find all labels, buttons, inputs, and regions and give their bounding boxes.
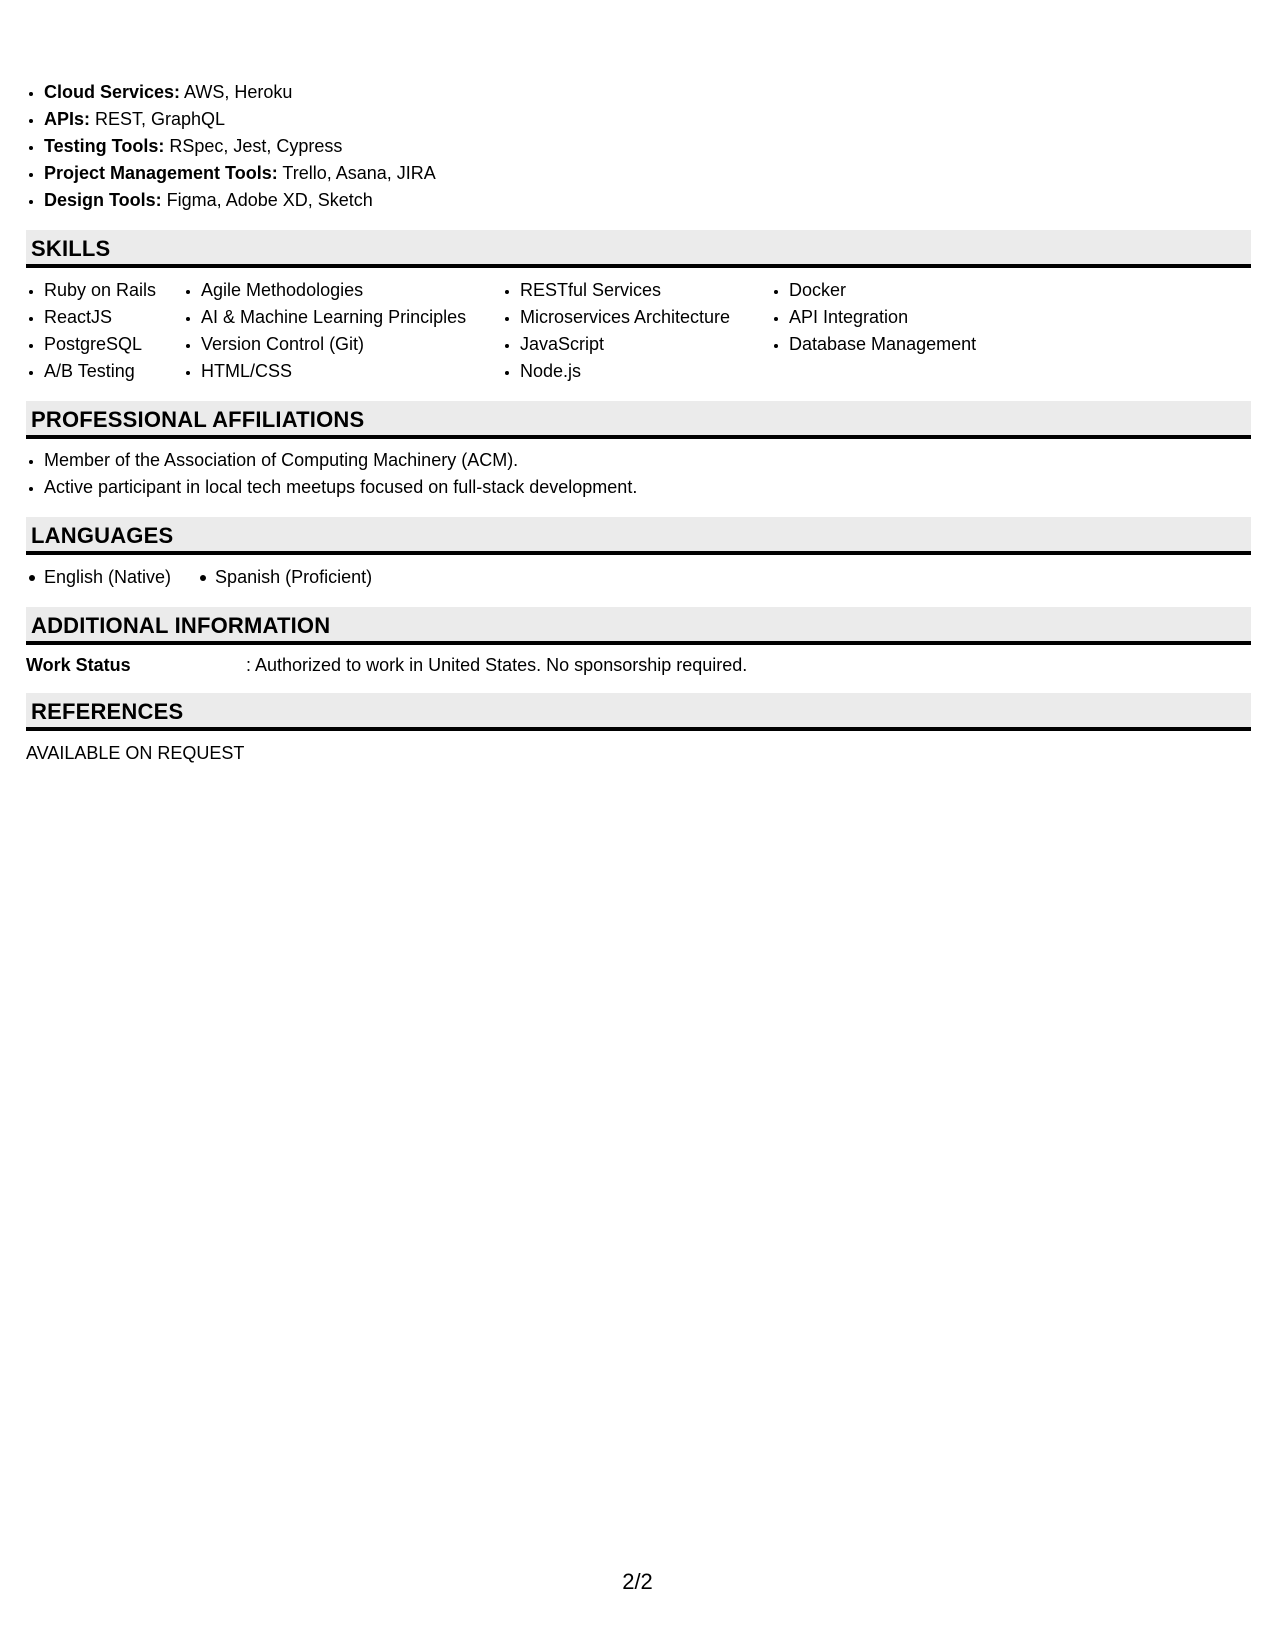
skills-column-2 <box>183 277 466 385</box>
work-status-value: : Authorized to work in United States. No sponsorship required. <box>246 655 748 675</box>
skill-item: • Microservices Architecture <box>520 304 730 331</box>
skill-item: • API Integration <box>789 304 976 331</box>
tool-category-label: Cloud Services: <box>44 82 181 102</box>
section-title: PROFESSIONAL AFFILIATIONS <box>31 407 365 432</box>
tools-list <box>26 79 436 214</box>
skill-item: • Version Control (Git) <box>201 331 466 358</box>
list-item <box>44 160 436 187</box>
skill-item: • JavaScript <box>520 331 730 358</box>
skills-section-header <box>26 230 1251 268</box>
work-status-row <box>26 652 1251 679</box>
tool-category-value: AWS, Heroku <box>180 82 293 102</box>
skills-column-1 <box>26 277 156 385</box>
tool-category-value: Trello, Asana, JIRA <box>277 163 436 183</box>
list-item: • Active participant in local tech meetups focused on full-stack development. <box>44 474 637 501</box>
tool-category-value: REST, GraphQL <box>90 109 226 129</box>
skill-item: • PostgreSQL <box>44 331 156 358</box>
section-title: REFERENCES <box>31 699 184 724</box>
list-item <box>44 106 436 133</box>
additional-info-section-header <box>26 607 1251 645</box>
language-item: Spanish (Proficient) <box>197 564 372 591</box>
tool-category-value: RSpec, Jest, Cypress <box>164 136 343 156</box>
skill-item: • RESTful Services <box>520 277 730 304</box>
tool-category-value: Figma, Adobe XD, Sketch <box>161 190 373 210</box>
skills-column-4 <box>771 277 976 358</box>
list-item <box>44 133 436 160</box>
skill-item: • A/B Testing <box>44 358 156 385</box>
languages-list <box>26 564 398 591</box>
section-title: LANGUAGES <box>31 523 174 548</box>
skill-item: • Database Management <box>789 331 976 358</box>
skill-item: • HTML/CSS <box>201 358 466 385</box>
tool-category-label: Design Tools: <box>44 190 162 210</box>
skill-item: • AI & Machine Learning Principles <box>201 304 466 331</box>
list-item <box>44 79 436 106</box>
skill-item: • Ruby on Rails <box>44 277 156 304</box>
languages-section-header <box>26 517 1251 555</box>
tool-category-label: Project Management Tools: <box>44 163 278 183</box>
tool-category-label: APIs: <box>44 109 91 129</box>
skill-item: • Agile Methodologies <box>201 277 466 304</box>
skills-column-3 <box>502 277 730 385</box>
skill-item: • Node.js <box>520 358 730 385</box>
list-item <box>44 187 436 214</box>
section-title: SKILLS <box>31 236 111 261</box>
skill-item: • Docker <box>789 277 976 304</box>
language-item: English (Native) <box>26 564 171 591</box>
references-section-header <box>26 693 1251 731</box>
work-status-label: Work Status <box>26 655 131 675</box>
page-number: 2/2 <box>622 1569 653 1594</box>
affiliations-list <box>26 447 637 501</box>
references-text: AVAILABLE ON REQUEST <box>26 743 245 763</box>
skill-item: • ReactJS <box>44 304 156 331</box>
affiliations-section-header <box>26 401 1251 439</box>
list-item: • Member of the Association of Computing Machinery (ACM). <box>44 447 637 474</box>
section-title: ADDITIONAL INFORMATION <box>31 613 331 638</box>
tool-category-label: Testing Tools: <box>44 136 165 156</box>
skills-grid <box>26 277 1251 389</box>
